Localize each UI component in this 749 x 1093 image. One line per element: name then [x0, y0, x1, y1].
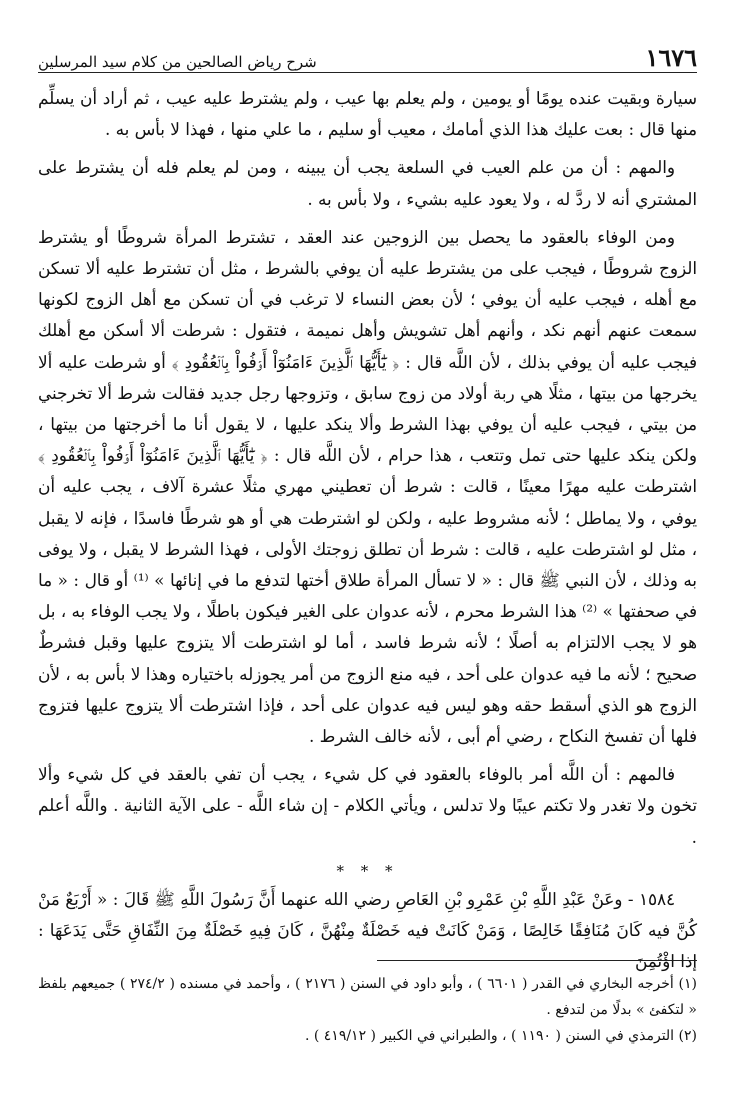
page-body: [38, 83, 697, 977]
footnotes: [38, 960, 697, 1049]
hadith-text: ١٥٨٤ - وعَنْ عَبْدِ اللَّهِ بْنِ عَمْرِو بْنِ العَاصِ رضي الله عنهما أَنَّ رَسُولَ اللَّهِ ﷺ قَالَ : « أَرْبَعٌ مَنْ كُنَّ فيه كَانَ مُنَافِقًا خَالِصًا ، وَمَنْ كَانَتْ فيه خَصْلَةٌ مِنْهُنَّ ، كَانَ فِيهِ خَصْلَةٌ مِنَ النِّفَاقِ حَتَّى يَدَعَهَا : إذا اؤْتُمِنَ: [38, 888, 697, 972]
page-number: ١٦٧٦: [645, 43, 697, 72]
section-separator: * * *: [336, 861, 399, 880]
page-header: [38, 36, 697, 73]
footnote-1: (١) أخرجه البخاري في القدر ( ٦٦٠١ ) ، وأبو داود في السنن ( ٢١٧٦ ) ، وأحمد في مسنده ( ٢٧٤/٢ ) جميعهم بلفظ « لتكفئ » بدلًا من لتدفع .: [38, 976, 697, 1018]
paragraph-2: والمهم : أن من علم العيب في السلعة يجب أن يبينه ، ومن لم يعلم فله أن يشترط على المشتري أنه لا ردَّ له ، ولا يعود عليه بشيء ، ولا بأس به .: [38, 157, 697, 209]
paragraph-3: ومن الوفاء بالعقود ما يحصل بين الزوجين عند العقد ، تشترط المرأة شروطًا أو يشترط الزوج شروطًا ، فيجب على من يشترط عليه أن يوفي بالشرط ، مثل أن تشترط عليه ألا تسكن مع أهله ، فيجب عليه أن يوفي ؛ لأن بعض النساء لا ترغب في أن تسكن مع أهل الزوج لكونها سمعت عنهم أنهم نكد ، وأنهم أهل تشويش وأهل نميمة ، فتقول : شرطت ألا أسكن مع أهلك فيجب عليه أن يوفي بذلك ، لأن اللَّه قال : ﴿ يَٰٓأَيُّهَا ٱلَّذِينَ ءَامَنُوٓاْ أَوۡفُواْ بِٱلۡعُقُودِ ﴾ أو شرطت عليه ألا يخرجها من بيتها ، مثلًا هي ربة أولاد من زوج سابق ، وتزوجها رجل جديد فقالت شرط ألا تخرجني من بيتي ، فيجب عليه أن يوفي بهذا الشرط وألا ينكد عليها ، لا يقول أنا ما أخرجتها من بيتها ، ولكن ينكد عليها حتى تمل وتتعب ، هذا حرام ، لأن اللَّه قال : ﴿ يَٰٓأَيُّهَا ٱلَّذِينَ ءَامَنُوٓاْ أَوۡفُواْ بِٱلۡعُقُودِ ﴾ اشترطت عليه مهرًا معينًا ، قالت : شرط أن تعطيني مهري مثلًا عشرة آلاف ، يجب عليه أن يوفي ، ولا يماطل ؛ لأنه مشروط عليه ، ولكن لو اشترطت هي أو هو شرطًا فاسدًا ، فإنه لا يقبل ، مثل لو اشترطت عليه ، قالت : شرط أن تطلق زوجتك الأولى ، فهذا الشرط لا يقبل ، ولا يوفى به وذلك ، لأن النبي ﷺ قال : « لا تسأل المرأة طلاق أختها لتدفع ما في إنائها » ⁽¹⁾ أو قال : « ما في صحفتها » ⁽²⁾ هذا الشرط محرم ، لأنه عدوان على الغير فيكون باطلًا ، ولا يجب الوفاء به ، بل هو لا يجب الالتزام به أصلًا ؛ لأنه شرط فاسد ، أما لو اشترطت ألا يتزوج عليها وقبل فشرطٌ صحيح ؛ لأنه ما فيه عدوان على أحد ، فيه منع الزوج من أمر يجوزله باختياره وهذا لا بأس به ، لأن الزوج هو الذي أسقط حقه وهو ليس فيه عدوان على أحد ، فإذا اشترطت ألا يتزوج عليها فتزوج فلها أن تفسخ النكاح ، رضي أم أبى ، لأنه خالف الشرط .: [38, 226, 697, 747]
running-title: شرح رياض الصالحين من كلام سيد المرسلين: [38, 53, 317, 71]
footnote-rule: [377, 960, 697, 961]
paragraph-4: فالمهم : أن اللَّه أمر بالوفاء بالعقود في كل شيء ، يجب أن تفي بالعقد في كل شيء وألا تخون ولا تغدر ولا تكتم عيبًا ولا تدلس ، ويأتي الكلام - إن شاء اللَّه - على الآية الثانية . واللَّه أعلم .: [38, 764, 697, 847]
footnote-2: (٢) الترمذي في السنن ( ١١٩٠ ) ، والطبراني في الكبير ( ٤١٩/١٢ ) .: [304, 1028, 697, 1044]
paragraph-1: سيارة وبقيت عنده يومًا أو يومين ، ولم يعلم بها عيب ، ولم يشترط عليه عيب ، ثم أراد أن يسلِّم منها قال : بعت عليك هذا الذي أمامك ، معيب أو سليم ، ما علي منها ، فهذا لا بأس به .: [38, 88, 697, 140]
